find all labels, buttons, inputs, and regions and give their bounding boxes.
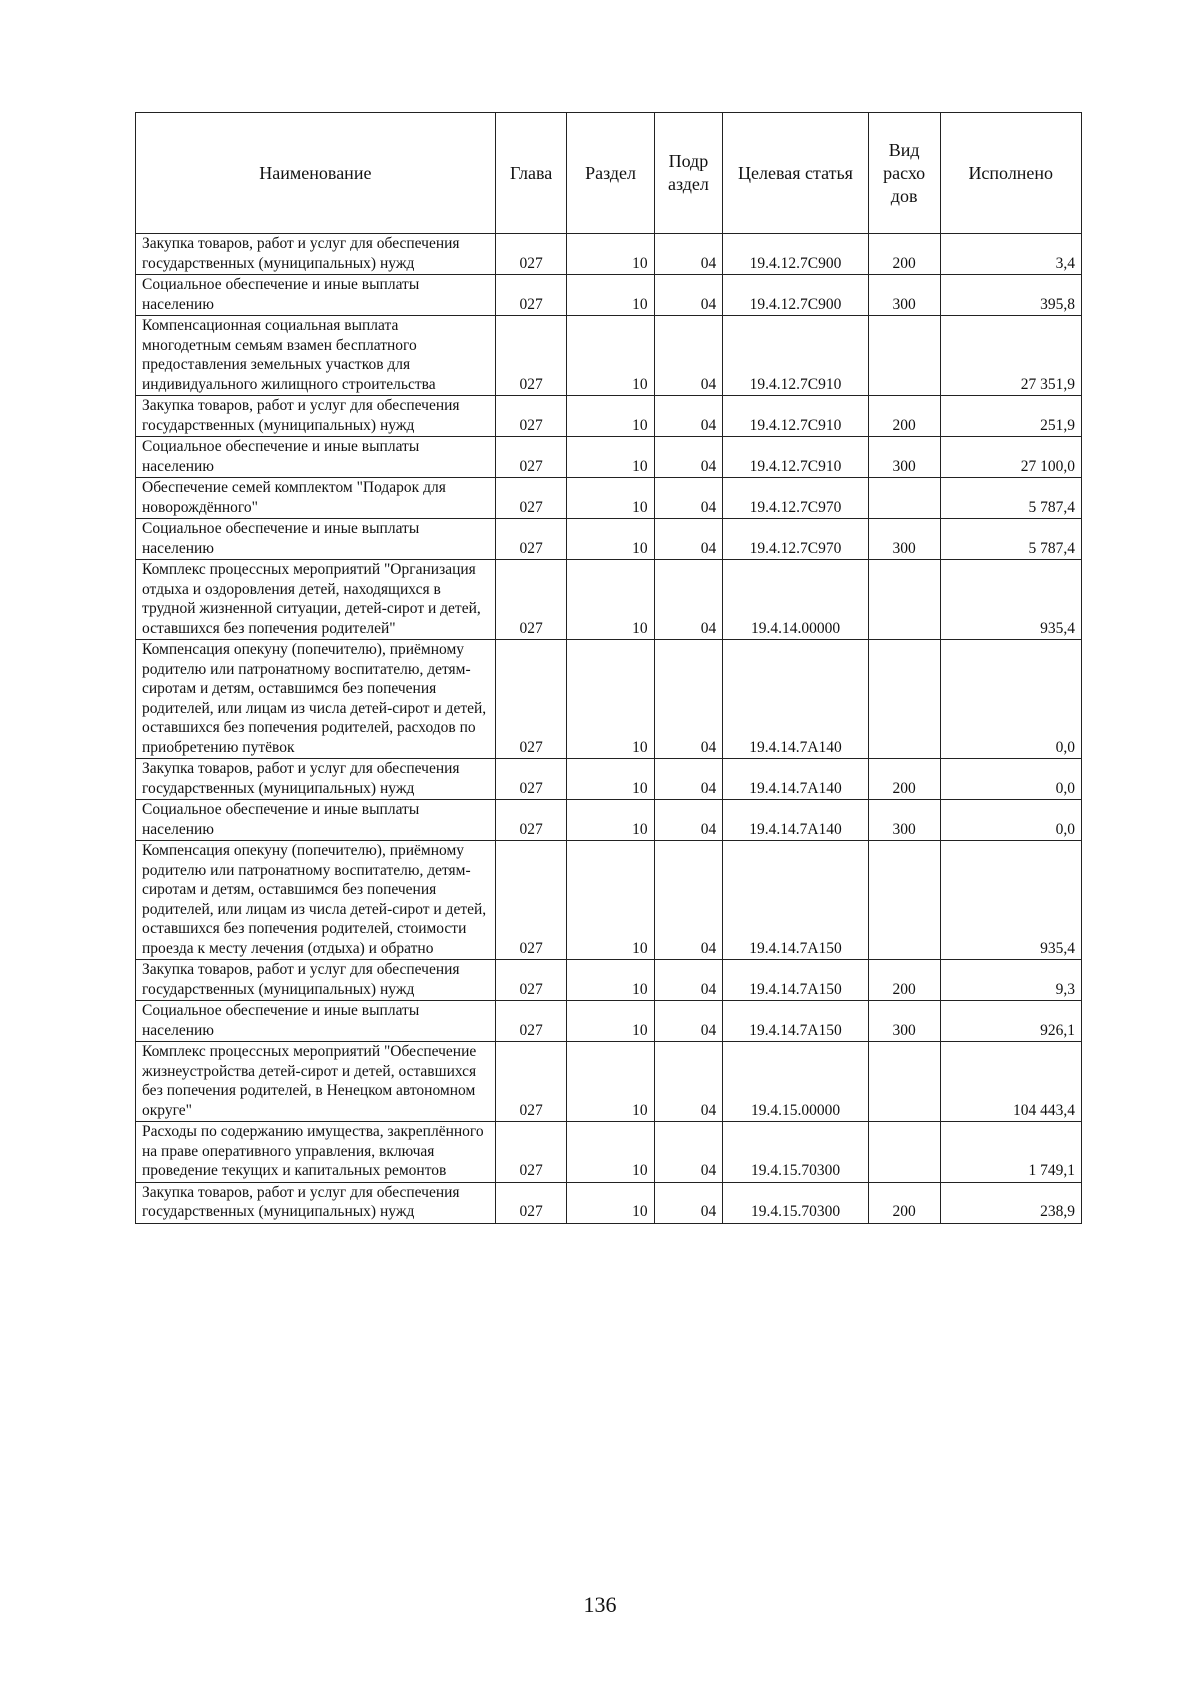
header-name: Наименование [136,113,496,234]
header-section: Раздел [567,113,654,234]
table-row [136,437,1082,478]
cell-chapter: 027 [495,1001,567,1042]
cell-chapter: 027 [495,560,567,640]
cell-executed: 935,4 [940,841,1082,960]
cell-subsection: 04 [654,640,723,759]
cell-executed: 5 787,4 [940,478,1082,519]
cell-subsection: 04 [654,960,723,1001]
cell-expense-type: 300 [868,519,940,560]
cell-target-article: 19.4.14.7А150 [723,1001,869,1042]
cell-target-article: 19.4.14.7А150 [723,960,869,1001]
table-row [136,1042,1082,1122]
cell-executed: 395,8 [940,275,1082,316]
cell-expense-type: 200 [868,960,940,1001]
cell-chapter: 027 [495,316,567,396]
cell-target-article: 19.4.12.7С910 [723,437,869,478]
cell-target-article: 19.4.15.70300 [723,1182,869,1223]
cell-section: 10 [567,1182,654,1223]
table-row [136,800,1082,841]
table-row [136,275,1082,316]
cell-target-article: 19.4.12.7С970 [723,519,869,560]
cell-executed: 104 443,4 [940,1042,1082,1122]
cell-expense-type: 300 [868,275,940,316]
cell-chapter: 027 [495,275,567,316]
cell-executed: 251,9 [940,396,1082,437]
cell-name: Закупка товаров, работ и услуг для обеспечения государственных (муниципальных) нужд [136,960,496,1001]
cell-subsection: 04 [654,1182,723,1223]
cell-name: Расходы по содержанию имущества, закреплённого на праве оперативного управления, включая проведение текущих и капитальных ремонтов [136,1122,496,1183]
cell-name: Социальное обеспечение и иные выплаты населению [136,519,496,560]
cell-target-article: 19.4.12.7С910 [723,316,869,396]
header-expense-type: Вид расхо дов [868,113,940,234]
cell-name: Компенсационная социальная выплата многодетным семьям взамен бесплатного предоставления земельных участков для индивидуального жилищного строительства [136,316,496,396]
cell-expense-type: 200 [868,759,940,800]
cell-chapter: 027 [495,759,567,800]
cell-expense-type: 300 [868,1001,940,1042]
cell-section: 10 [567,1001,654,1042]
cell-target-article: 19.4.15.70300 [723,1122,869,1183]
cell-subsection: 04 [654,275,723,316]
cell-subsection: 04 [654,316,723,396]
cell-chapter: 027 [495,234,567,275]
cell-chapter: 027 [495,1182,567,1223]
cell-expense-type [868,478,940,519]
cell-subsection: 04 [654,800,723,841]
cell-chapter: 027 [495,841,567,960]
cell-name: Комплекс процессных мероприятий "Обеспечение жизнеустройства детей-сирот и детей, оставшихся без попечения родителей, в Ненецком автономном округе" [136,1042,496,1122]
cell-section: 10 [567,759,654,800]
cell-subsection: 04 [654,759,723,800]
cell-expense-type [868,640,940,759]
cell-chapter: 027 [495,396,567,437]
cell-executed: 935,4 [940,560,1082,640]
cell-chapter: 027 [495,960,567,1001]
cell-subsection: 04 [654,396,723,437]
table-body [136,234,1082,1224]
cell-executed: 238,9 [940,1182,1082,1223]
cell-executed: 27 100,0 [940,437,1082,478]
cell-name: Комплекс процессных мероприятий "Организация отдыха и оздоровления детей, находящихся в трудной жизненной ситуации, детей-сирот и детей, оставшихся без попечения родителей" [136,560,496,640]
cell-executed: 0,0 [940,640,1082,759]
header-chapter: Глава [495,113,567,234]
table-row [136,960,1082,1001]
cell-name: Компенсация опекуну (попечителю), приёмному родителю или патронатному воспитателю, детям-сиротам и детям, оставшимся без попечения родителей, или лицам из числа детей-сирот и детей, оставшихся без попечения родителей, стоимости проезда к месту лечения (отдыха) и обратно [136,841,496,960]
cell-section: 10 [567,1042,654,1122]
cell-subsection: 04 [654,1122,723,1183]
table-row [136,1001,1082,1042]
page-number: 136 [583,1592,617,1617]
cell-name: Социальное обеспечение и иные выплаты населению [136,275,496,316]
cell-expense-type [868,316,940,396]
table-row [136,841,1082,960]
table-row [136,478,1082,519]
cell-section: 10 [567,478,654,519]
table-row [136,560,1082,640]
cell-section: 10 [567,437,654,478]
cell-target-article: 19.4.12.7С910 [723,396,869,437]
cell-subsection: 04 [654,560,723,640]
cell-executed: 5 787,4 [940,519,1082,560]
cell-expense-type [868,1042,940,1122]
cell-section: 10 [567,960,654,1001]
cell-executed: 9,3 [940,960,1082,1001]
cell-section: 10 [567,560,654,640]
cell-expense-type: 200 [868,234,940,275]
header-executed: Исполнено [940,113,1082,234]
cell-expense-type: 300 [868,800,940,841]
cell-name: Социальное обеспечение и иные выплаты населению [136,800,496,841]
cell-name: Закупка товаров, работ и услуг для обеспечения государственных (муниципальных) нужд [136,759,496,800]
cell-target-article: 19.4.14.00000 [723,560,869,640]
cell-target-article: 19.4.12.7С970 [723,478,869,519]
cell-section: 10 [567,316,654,396]
cell-executed: 1 749,1 [940,1122,1082,1183]
cell-chapter: 027 [495,437,567,478]
cell-section: 10 [567,1122,654,1183]
cell-subsection: 04 [654,841,723,960]
cell-subsection: 04 [654,519,723,560]
cell-section: 10 [567,640,654,759]
table-row [136,759,1082,800]
cell-name: Закупка товаров, работ и услуг для обеспечения государственных (муниципальных) нужд [136,1182,496,1223]
table-row [136,1122,1082,1183]
cell-target-article: 19.4.14.7А140 [723,640,869,759]
table-row [136,234,1082,275]
table-row [136,519,1082,560]
cell-chapter: 027 [495,1122,567,1183]
cell-subsection: 04 [654,1042,723,1122]
cell-expense-type [868,1122,940,1183]
cell-chapter: 027 [495,800,567,841]
cell-executed: 926,1 [940,1001,1082,1042]
cell-expense-type: 200 [868,1182,940,1223]
cell-target-article: 19.4.12.7С900 [723,234,869,275]
cell-chapter: 027 [495,478,567,519]
cell-target-article: 19.4.15.00000 [723,1042,869,1122]
cell-name: Социальное обеспечение и иные выплаты населению [136,437,496,478]
cell-section: 10 [567,275,654,316]
cell-name: Закупка товаров, работ и услуг для обеспечения государственных (муниципальных) нужд [136,234,496,275]
cell-name: Обеспечение семей комплектом "Подарок для новорождённого" [136,478,496,519]
cell-expense-type [868,841,940,960]
table-header-row [136,113,1082,234]
cell-executed: 0,0 [940,800,1082,841]
cell-name: Социальное обеспечение и иные выплаты населению [136,1001,496,1042]
cell-chapter: 027 [495,519,567,560]
budget-execution-table [135,112,1082,1224]
cell-target-article: 19.4.14.7А140 [723,800,869,841]
cell-section: 10 [567,519,654,560]
table-row [136,1182,1082,1223]
cell-chapter: 027 [495,1042,567,1122]
cell-subsection: 04 [654,234,723,275]
header-target-article: Целевая статья [723,113,869,234]
cell-expense-type [868,560,940,640]
cell-name: Закупка товаров, работ и услуг для обеспечения государственных (муниципальных) нужд [136,396,496,437]
cell-executed: 27 351,9 [940,316,1082,396]
cell-target-article: 19.4.14.7А140 [723,759,869,800]
cell-chapter: 027 [495,640,567,759]
cell-section: 10 [567,841,654,960]
table-row [136,640,1082,759]
cell-section: 10 [567,234,654,275]
cell-subsection: 04 [654,478,723,519]
table-row [136,396,1082,437]
cell-section: 10 [567,396,654,437]
cell-subsection: 04 [654,437,723,478]
cell-target-article: 19.4.14.7А150 [723,841,869,960]
table-row [136,316,1082,396]
header-subsection: Подр аздел [654,113,723,234]
cell-target-article: 19.4.12.7С900 [723,275,869,316]
cell-subsection: 04 [654,1001,723,1042]
cell-name: Компенсация опекуну (попечителю), приёмному родителю или патронатному воспитателю, детям-сиротам и детям, оставшимся без попечения родителей, или лицам из числа детей-сирот и детей, оставшихся без попечения родителей, расходов по приобретению путёвок [136,640,496,759]
cell-executed: 3,4 [940,234,1082,275]
cell-section: 10 [567,800,654,841]
cell-executed: 0,0 [940,759,1082,800]
cell-expense-type: 200 [868,396,940,437]
cell-expense-type: 300 [868,437,940,478]
